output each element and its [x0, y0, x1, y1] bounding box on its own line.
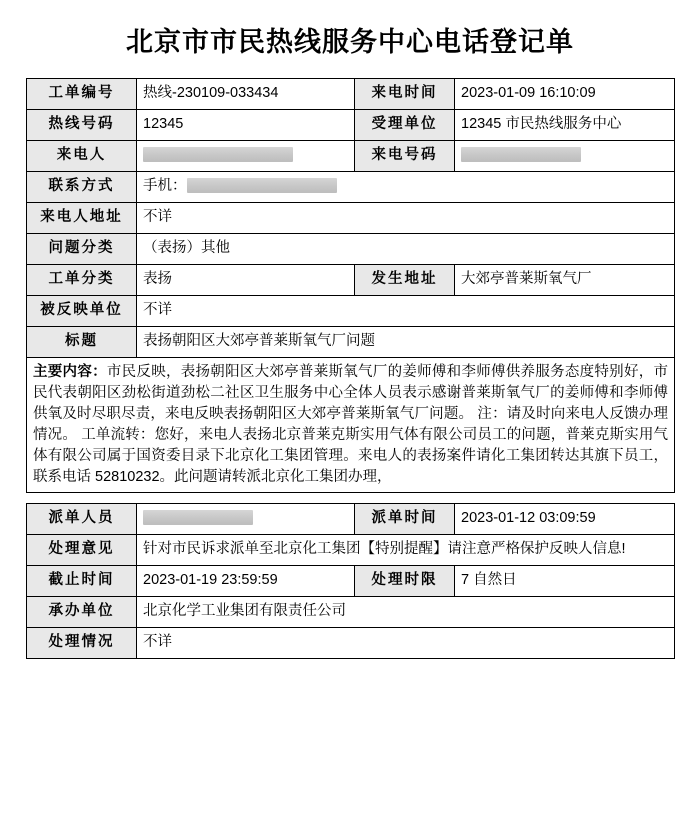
table-row-main-content: [27, 357, 675, 492]
table-row: [27, 596, 675, 627]
dispatch-time-label: 派单时间: [355, 503, 455, 534]
happen-address-value: 大郊亭普莱斯氧气厂: [455, 264, 675, 295]
accept-unit-label: 受理单位: [355, 109, 455, 140]
handling-opinion-value: 针对市民诉求派单至北京化工集团【特别提醒】请注意严格保护反映人信息!: [137, 534, 675, 565]
table-row: [27, 109, 675, 140]
main-content-label: 主要内容：: [33, 363, 107, 380]
hotline-no-label: 热线号码: [27, 109, 137, 140]
caller-value: [137, 140, 355, 171]
deadline-value: 2023-01-19 23:59:59: [137, 565, 355, 596]
table-row: [27, 503, 675, 534]
order-type-value: 表扬: [137, 264, 355, 295]
reflected-unit-value: 不详: [137, 295, 675, 326]
accept-unit-value: 12345 市民热线服务中心: [455, 109, 675, 140]
handling-status-value: 不详: [137, 627, 675, 658]
page-title: 北京市市民热线服务中心电话登记单: [126, 27, 574, 57]
time-limit-value: 7 自然日: [455, 565, 675, 596]
order-type-label: 工单分类: [27, 264, 137, 295]
main-content-value: 市民反映，表扬朝阳区大郊亭普莱斯氧气厂的姜师傅和李师傅供养服务态度特别好，市民代表朝阳区劲松街道劲松二社区卫生服务中心全体人员表示感谢普莱斯氧气厂的姜师傅和李师傅供氧及时尽职尽责，来电反映表扬朝阳区大郊亭普莱斯氧气厂问题。 注：请及时向来电人反馈办理情况。 工单流转：您好，来电人表扬北京普莱克斯实用气体有限公司员工的问题，普莱克斯实用气体有限公司属于国资委目录下北京化工集团管理。来电人的表扬案件请化工集团转达其旗下员工，联系电话 52810232。此问题请转派北京化工集团办理，: [33, 363, 669, 485]
order-no-label: 工单编号: [27, 78, 137, 109]
table-row: [27, 264, 675, 295]
caller-no-value: [455, 140, 675, 171]
table-row: [27, 326, 675, 357]
table-row: [27, 140, 675, 171]
question-type-label: 问题分类: [27, 233, 137, 264]
registration-form-table: [26, 78, 675, 493]
call-time-value: 2023-01-09 16:10:09: [455, 78, 675, 109]
table-row: [27, 171, 675, 202]
deadline-label: 截止时间: [27, 565, 137, 596]
main-content-cell: [27, 357, 675, 492]
caller-no-label: 来电号码: [355, 140, 455, 171]
table-row: [27, 295, 675, 326]
contact-value: [137, 171, 675, 202]
table-row: [27, 202, 675, 233]
order-no-value: 热线-230109-033434: [137, 78, 355, 109]
happen-address-label: 发生地址: [355, 264, 455, 295]
undertaker-value: 北京化学工业集团有限责任公司: [137, 596, 675, 627]
contact-label: 联系方式: [27, 171, 137, 202]
dispatch-time-value: 2023-01-12 03:09:59: [455, 503, 675, 534]
question-type-value: （表扬）其他: [137, 233, 675, 264]
caller-address-value: 不详: [137, 202, 675, 233]
subject-label: 标题: [27, 326, 137, 357]
dispatch-form-table: [26, 503, 675, 659]
table-row: [27, 627, 675, 658]
redaction-block: [187, 178, 337, 193]
table-row: [27, 534, 675, 565]
table-row: [27, 565, 675, 596]
call-time-label: 来电时间: [355, 78, 455, 109]
dispatcher-label: 派单人员: [27, 503, 137, 534]
redaction-block: [143, 147, 293, 162]
caller-label: 来电人: [27, 140, 137, 171]
caller-address-label: 来电人地址: [27, 202, 137, 233]
dispatcher-value: [137, 503, 355, 534]
hotline-no-value: 12345: [137, 109, 355, 140]
redaction-block: [461, 147, 581, 162]
handling-opinion-label: 处理意见: [27, 534, 137, 565]
table-row: [27, 233, 675, 264]
main-content-text: [33, 362, 668, 488]
reflected-unit-label: 被反映单位: [27, 295, 137, 326]
table-row: [27, 78, 675, 109]
contact-prefix: 手机：: [143, 178, 187, 195]
time-limit-label: 处理时限: [355, 565, 455, 596]
subject-value: 表扬朝阳区大郊亭普莱斯氧气厂问题: [137, 326, 675, 357]
undertaker-label: 承办单位: [27, 596, 137, 627]
redaction-block: [143, 510, 253, 525]
handling-status-label: 处理情况: [27, 627, 137, 658]
